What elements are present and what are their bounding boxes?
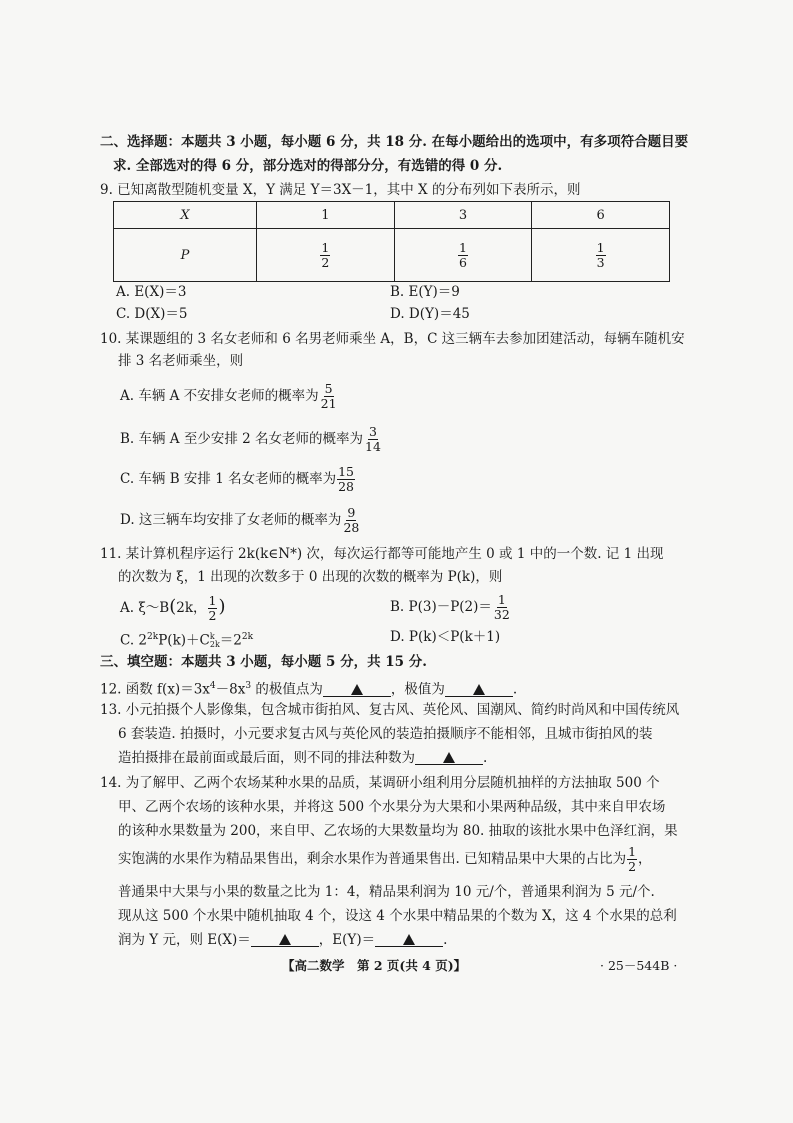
q11-option-c — [120, 628, 253, 650]
answer-blank — [415, 749, 483, 765]
distribution-table — [113, 201, 670, 282]
q11-line2: 的次数为 ξ，1 出现的次数多于 0 出现的次数的概率为 P(k)，则 — [118, 569, 503, 585]
question-text: 的极值点为 — [251, 681, 323, 698]
q14-line4 — [118, 844, 652, 874]
frac-num: 1 — [459, 239, 467, 255]
triangle-icon — [351, 684, 363, 695]
q14-line5: 普通果中大果与小果的数量之比为 1：4，精品果利润为 10 元/个，普通果利润为 5 元/个. — [118, 884, 655, 900]
frac-den: 21 — [320, 396, 337, 411]
table-row — [114, 229, 670, 282]
table-cell — [257, 229, 395, 282]
q11-line1: 11. 某计算机程序运行 2k(k∈N*) 次，每次运行都等可能地产生 0 或 1 中的一个数. 记 1 出现 — [100, 546, 664, 562]
question-text: . — [443, 932, 448, 948]
option-text: A. ξ～B — [120, 600, 170, 616]
triangle-icon — [403, 934, 415, 945]
fraction — [342, 506, 360, 535]
fraction — [493, 593, 511, 622]
table-cell: X — [114, 202, 257, 229]
question-text: . — [512, 681, 518, 698]
q14-line7 — [118, 931, 447, 949]
table-cell — [394, 229, 532, 282]
q11-option-d: D. P(k)＜P(k＋1) — [390, 629, 501, 645]
section2-heading-line2: 求. 全部选对的得 6 分，部分选对的得部分分，有选错的得 0 分. — [113, 158, 503, 174]
fraction — [320, 241, 330, 270]
frac-num: 5 — [324, 381, 333, 396]
q10-option-b — [120, 424, 383, 454]
section2-heading-line1: 二、选择题：本题共 3 小题，每小题 6 分，共 18 分. 在每小题给出的选项中，有多项符合题目要 — [100, 134, 689, 150]
q14-line2: 甲、乙两个农场的该种水果，并将这 500 个水果分为大果和小果两种品级，其中来自甲农场 — [118, 799, 666, 815]
frac-num: 1 — [596, 239, 605, 255]
q11-option-a — [120, 592, 226, 623]
triangle-icon — [279, 934, 291, 945]
fraction — [458, 241, 468, 270]
q14-line6: 现从这 500 个水果中随机抽取 4 个，设这 4 个水果中精品果的个数为 X，这 4 个水果的总利 — [118, 908, 677, 924]
fraction — [320, 382, 338, 411]
frac-num: 1 — [321, 239, 330, 255]
table-cell: 3 — [394, 202, 532, 229]
q9-option-d: D. D(Y)＝45 — [390, 306, 470, 322]
q9-option-a: A. E(X)＝3 — [116, 284, 187, 300]
q9-stem: 9. 已知离散型随机变量 X，Y 满足 Y＝3X－1，其中 X 的分布列如下表所示，则 — [100, 182, 581, 198]
q9-option-b: B. E(Y)＝9 — [390, 284, 460, 300]
q11-option-b — [390, 592, 512, 622]
paren-left: ( — [169, 596, 177, 617]
question-text: 12. 函数 f(x)＝3x — [100, 681, 210, 698]
combination-index — [210, 633, 220, 649]
fraction — [364, 425, 382, 454]
superscript: 4 — [209, 681, 216, 691]
frac-den: 2 — [628, 859, 637, 874]
option-text: C. 车辆 B 安排 1 名女老师的概率为 — [120, 471, 337, 487]
question-text: 润为 Y 元，则 E(X)＝ — [118, 932, 251, 948]
answer-blank — [323, 681, 391, 697]
superscript: 3 — [245, 681, 252, 691]
frac-num: 15 — [338, 464, 355, 479]
frac-num: 1 — [208, 593, 217, 608]
q13-line1: 13. 小元拍摄个人影像集，包含城市街拍风、复古风、英伦风、国潮风、简约时尚风和中国传统风 — [100, 702, 680, 718]
subscript: 2k — [209, 640, 220, 649]
frac-num: 1 — [628, 844, 637, 859]
frac-num: 9 — [347, 505, 356, 520]
table-cell — [532, 229, 670, 282]
frac-den: 3 — [596, 254, 605, 270]
frac-den: 6 — [459, 254, 467, 270]
superscript: 2k — [147, 632, 159, 642]
answer-blank — [375, 931, 443, 947]
frac-den: 32 — [493, 607, 510, 622]
answer-blank — [251, 931, 319, 947]
frac-den: 14 — [365, 439, 381, 454]
option-text: ＝2 — [219, 632, 242, 649]
superscript: 2k — [241, 632, 254, 642]
option-text: B. 车辆 A 至少安排 2 名女老师的概率为 — [120, 431, 364, 447]
section3-heading: 三、填空题：本题共 3 小题，每小题 5 分，共 15 分. — [100, 654, 427, 670]
option-text: A. 车辆 A 不安排女老师的概率为 — [120, 388, 319, 404]
answer-blank — [445, 681, 513, 697]
footer-code: · 25－544B · — [600, 958, 678, 973]
q12 — [100, 677, 517, 699]
question-text: ，E(Y)＝ — [318, 932, 376, 948]
triangle-icon — [443, 752, 455, 763]
q10-option-c — [120, 464, 356, 494]
frac-num: 1 — [497, 592, 506, 607]
table-row — [114, 202, 670, 229]
footer-page-info: 【高二数学 第 2 页(共 4 页)】 — [282, 958, 467, 973]
q13-line3 — [118, 749, 487, 767]
frac-den: 2 — [208, 608, 217, 623]
frac-num: 3 — [368, 424, 377, 439]
option-text: P(k)＋C — [158, 632, 210, 649]
question-text: ， — [638, 851, 652, 867]
q10-line2: 排 3 名老师乘坐，则 — [118, 353, 244, 369]
question-text: 造拍摄排在最前面或最后面，则不同的排法种数为 — [118, 750, 415, 766]
question-text: －8x — [215, 681, 246, 698]
option-text: 2k， — [176, 600, 207, 616]
q14-line3: 的该种水果数量为 200，来自甲、乙农场的大果数量均为 80. 抽取的该批水果中色泽红润，果 — [118, 823, 678, 839]
fraction — [596, 241, 606, 270]
triangle-icon — [473, 684, 485, 695]
question-text: ，极值为 — [390, 681, 445, 698]
q10-option-a — [120, 381, 339, 411]
q13-line2: 6 套装造. 拍摄时，小元要求复古风与英伦风的装造拍摄顺序不能相邻，且城市街拍风的装 — [118, 726, 653, 742]
paren-right: ) — [218, 596, 226, 617]
option-text: B. P(3)－P(2)＝ — [390, 599, 492, 615]
fraction — [208, 594, 218, 623]
option-text: D. 这三辆车均安排了女老师的概率为 — [120, 512, 342, 528]
frac-den: 28 — [338, 479, 355, 494]
q10-line1: 10. 某课题组的 3 名女老师和 6 名男老师乘坐 A，B，C 这三辆车去参加团建活动，每辆车随机安 — [100, 331, 685, 347]
fraction — [337, 465, 355, 494]
q10-option-d — [120, 505, 361, 535]
table-cell: 1 — [257, 202, 395, 229]
question-text: 实饱满的水果作为精品果售出，剩余水果作为普通果售出. 已知精品果中大果的占比为 — [118, 851, 627, 867]
frac-den: 28 — [343, 520, 360, 535]
question-text: . — [483, 750, 488, 766]
table-cell: 6 — [532, 202, 670, 229]
q14-line1: 14. 为了解甲、乙两个农场某种水果的品质，某调研小组利用分层随机抽样的方法抽取 500 个 — [100, 775, 660, 791]
frac-den: 2 — [321, 254, 330, 270]
option-text: C. 2 — [120, 632, 148, 649]
table-cell: P — [114, 229, 257, 282]
q9-option-c: C. D(X)＝5 — [116, 306, 188, 322]
fraction — [627, 845, 637, 874]
superscript: k — [209, 632, 215, 641]
